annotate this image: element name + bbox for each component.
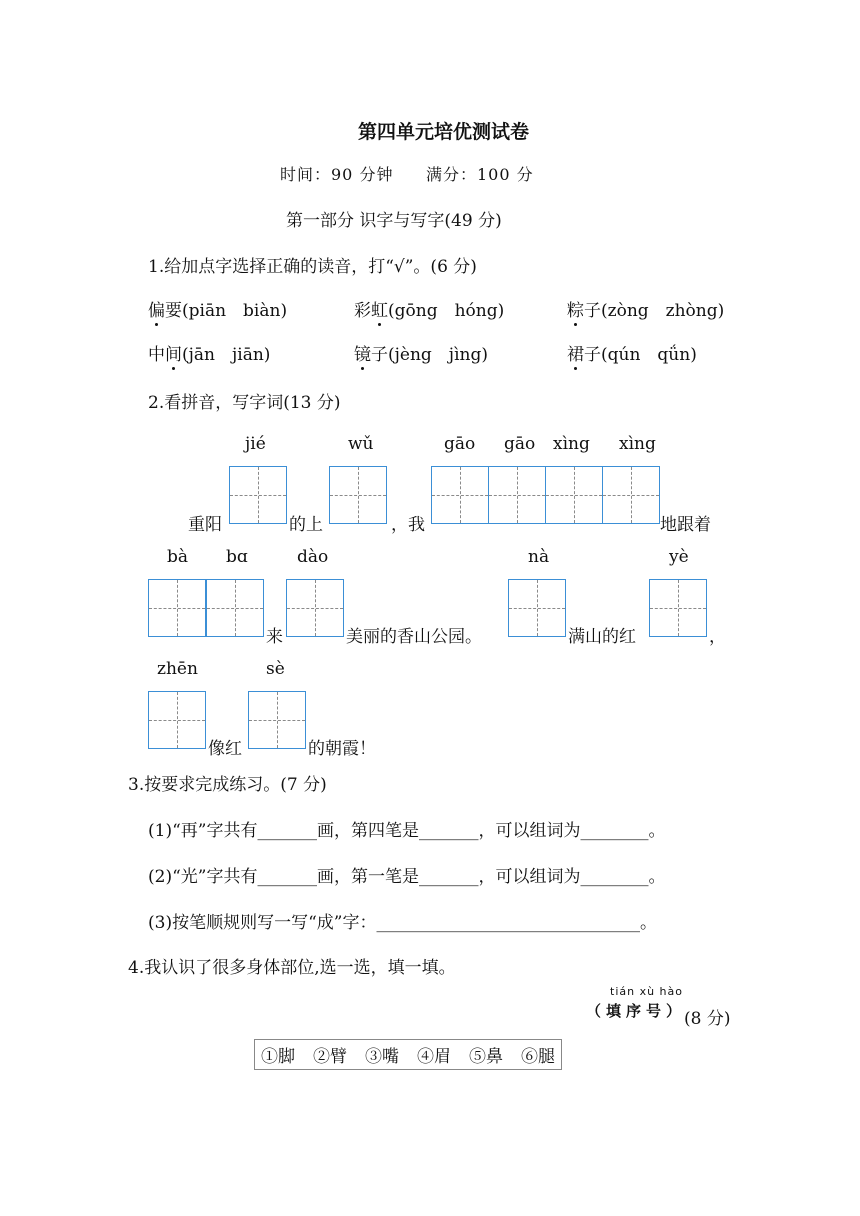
pinyin-label: jié [245, 434, 266, 454]
dotted-char: 虹 [371, 296, 388, 321]
q1-item: 粽子(zòng zhòng) [567, 296, 724, 321]
writing-box[interactable] [229, 466, 287, 524]
option: ⑤鼻 [469, 1047, 503, 1067]
writing-box[interactable] [649, 579, 707, 637]
dotted-char: 间 [165, 340, 182, 365]
q2-text: ， [709, 627, 726, 647]
dotted-char: 镜 [354, 340, 371, 365]
writing-box[interactable] [602, 466, 660, 524]
pinyin-label: zhēn [157, 659, 198, 679]
hint-fill-number: （填序号） [586, 1002, 687, 1020]
writing-box[interactable] [545, 466, 603, 524]
q3-line[interactable]: (2)“光”字共有_______画，第一笔是_______，可以组词为________。 [148, 867, 666, 887]
q1-item: 中间(jān jiān) [148, 340, 270, 365]
option: ②臂 [313, 1047, 347, 1067]
writing-box[interactable] [206, 579, 264, 637]
writing-box[interactable] [248, 691, 306, 749]
writing-box[interactable] [148, 579, 206, 637]
pinyin-label: gāo [504, 434, 536, 454]
word-bank [254, 1039, 562, 1070]
q3-prompt: 3.按要求完成练习。(7 分) [128, 775, 327, 795]
q2-prompt: 2.看拼音，写字词(13 分) [148, 393, 341, 413]
writing-box[interactable] [488, 466, 546, 524]
writing-box[interactable] [148, 691, 206, 749]
pinyin-label: bà [167, 547, 189, 567]
pinyin-label: nà [528, 547, 550, 567]
part1-heading: 第一部分 识字与写字(49 分) [286, 211, 502, 231]
writing-box[interactable] [431, 466, 489, 524]
q3-line[interactable]: (3)按笔顺规则写一写“成”字：_______________________________。 [148, 913, 657, 933]
q2-text: 地跟着 [660, 515, 711, 535]
page-title: 第四单元培优测试卷 [358, 121, 530, 143]
option: ③嘴 [365, 1047, 399, 1067]
q4-points: (8 分) [684, 1009, 731, 1029]
q1-item: 镜子(jèng jìng) [354, 340, 488, 365]
hint-pinyin: tián xù hào [610, 985, 683, 998]
pinyin-label: xìng [553, 434, 590, 454]
q1-item: 彩虹(gōng hóng) [354, 296, 504, 321]
q1-prompt: 1.给加点字选择正确的读音，打“√”。(6 分) [148, 257, 477, 277]
pinyin-label: yè [669, 547, 689, 567]
option: ⑥腿 [521, 1047, 555, 1067]
q4-prompt: 4.我认识了很多身体部位,选一选，填一填。 [128, 958, 456, 978]
pinyin-label: gāo [444, 434, 476, 454]
q2-text: ，我 [391, 515, 425, 535]
q1-item: 偏要(piān biàn) [148, 296, 287, 321]
writing-box[interactable] [286, 579, 344, 637]
writing-box[interactable] [329, 466, 387, 524]
exam-time: 时间：90 分钟 [280, 165, 394, 184]
dotted-char: 粽 [567, 296, 584, 321]
pinyin-label: sè [266, 659, 285, 679]
q2-text: 的上 [289, 515, 323, 535]
pinyin-label: wǔ [348, 434, 374, 454]
writing-box[interactable] [508, 579, 566, 637]
pinyin-label: xìng [619, 434, 656, 454]
q3-line[interactable]: (1)“再”字共有_______画，第四笔是_______，可以组词为________。 [148, 821, 666, 841]
dotted-char: 偏 [148, 296, 165, 321]
q2-text: 的朝霞！ [308, 739, 376, 759]
q2-text: 像红 [208, 739, 242, 759]
q2-text: 重阳 [188, 515, 222, 535]
pinyin-label: dào [297, 547, 329, 567]
q2-text: 满山的红 [568, 627, 636, 647]
dotted-char: 裙 [567, 340, 584, 365]
option: ①脚 [261, 1047, 295, 1067]
q1-item: 裙子(qún qǘn) [567, 340, 697, 365]
q2-text: 美丽的香山公园。 [346, 627, 482, 647]
q2-text: 来 [266, 627, 283, 647]
pinyin-label: bɑ [226, 547, 248, 567]
exam-full-score: 满分：100 分 [426, 165, 534, 184]
option: ④眉 [417, 1047, 451, 1067]
